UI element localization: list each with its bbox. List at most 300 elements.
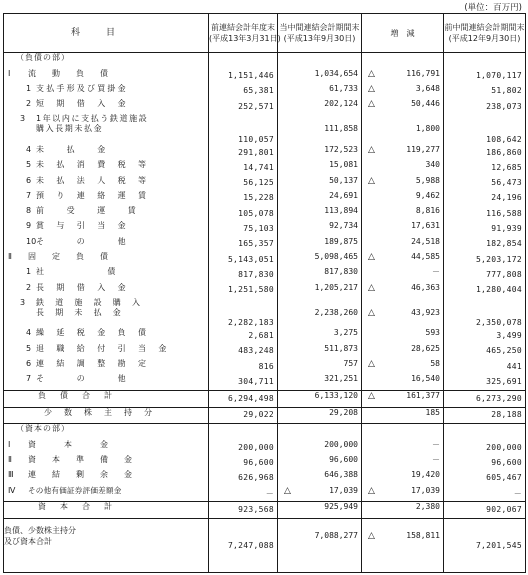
- table-row: [4, 455, 526, 470]
- row-label-cell: [4, 344, 209, 359]
- value-text: 105,078: [238, 208, 274, 218]
- value-text: 6,294,498: [227, 393, 274, 403]
- table-row: [4, 114, 526, 145]
- prev-fy-value: [209, 390, 278, 407]
- current-interim-value: [278, 455, 362, 470]
- change-value: [362, 237, 444, 252]
- value-text: 646,388: [324, 470, 358, 480]
- item-label: 長 期 借 入 金: [36, 282, 128, 292]
- prev-interim-value: [444, 424, 526, 440]
- value-text: 58: [430, 358, 440, 368]
- item-label: 短 期 借 入 金: [36, 99, 128, 109]
- value-text: 113,894: [324, 206, 358, 216]
- value-text: 817,830: [238, 269, 274, 279]
- current-interim-value: [278, 390, 362, 407]
- value-text: 19,420: [411, 470, 440, 480]
- value-text: 14,741: [243, 162, 274, 172]
- row-label-cell: [4, 114, 209, 145]
- item-number: 5: [26, 160, 32, 170]
- current-interim-value: [278, 114, 362, 145]
- change-value: [362, 206, 444, 221]
- current-interim-value: [278, 267, 362, 282]
- value-text: 75,103: [243, 224, 274, 234]
- row-label-cell: [4, 206, 209, 221]
- value-text: 24,691: [329, 190, 358, 200]
- prev-interim-value: [444, 502, 526, 519]
- value-text: 65,381: [243, 86, 274, 96]
- value-text: 1,280,404: [475, 285, 522, 295]
- row-label-cell: [4, 99, 209, 114]
- value-text: 29,208: [329, 407, 358, 417]
- row-label-cell: [4, 455, 209, 470]
- value-text: 605,467: [486, 473, 522, 483]
- value-text: 15,081: [329, 160, 358, 170]
- value-text: 2,282,183: [227, 318, 274, 328]
- value-text: 56,125: [243, 178, 274, 188]
- prev-fy-value: [209, 440, 278, 455]
- value-text: 15,228: [243, 193, 274, 203]
- change-value: [362, 191, 444, 206]
- value-text: 17,039: [411, 485, 440, 495]
- value-text: 7,201,545: [475, 540, 522, 550]
- value-text: 24,196: [491, 193, 522, 203]
- value-text: 2,681: [248, 331, 274, 340]
- value-text: 200,000: [324, 439, 358, 449]
- change-value: [362, 390, 444, 407]
- header-title: 科目: [4, 14, 209, 53]
- change-value: [362, 176, 444, 191]
- prev-interim-value: [444, 53, 526, 69]
- current-interim-value: [278, 359, 362, 374]
- value-text: 12,685: [491, 162, 522, 172]
- row-label-cell: [4, 69, 209, 84]
- table-row: [4, 374, 526, 390]
- prev-interim-value: [444, 69, 526, 84]
- value-text: 96,600: [243, 457, 274, 467]
- change-value: [362, 440, 444, 455]
- current-interim-value: [278, 252, 362, 267]
- current-interim-value: [278, 160, 362, 175]
- prev-interim-value: [444, 267, 526, 282]
- prev-fy-value: [209, 191, 278, 206]
- value-text: 5,988: [415, 175, 440, 185]
- row-label-cell: [4, 267, 209, 282]
- prev-fy-value: [209, 455, 278, 470]
- prev-interim-value: [444, 344, 526, 359]
- item-number: 1: [26, 267, 32, 277]
- row-label-cell: [4, 486, 209, 502]
- item-label: 資 本 準 備 金: [28, 455, 136, 465]
- row-label-cell: [4, 519, 209, 573]
- change-value: [362, 53, 444, 69]
- current-interim-value: [278, 424, 362, 440]
- current-interim-value: [278, 283, 362, 298]
- value-text: 161,377: [406, 390, 440, 400]
- item-number: 4: [26, 328, 32, 338]
- change-value: [362, 69, 444, 84]
- prev-fy-value: [209, 206, 278, 221]
- value-text: 116,791: [406, 68, 440, 78]
- prev-interim-value: [444, 206, 526, 221]
- current-interim-value: [278, 374, 362, 390]
- prev-fy-value: [209, 502, 278, 519]
- value-text: 925,949: [324, 502, 358, 512]
- current-interim-value: [278, 328, 362, 343]
- value-text: －: [432, 267, 440, 277]
- row-label-cell: [4, 221, 209, 236]
- change-value: [362, 424, 444, 440]
- value-text: 7,247,088: [227, 540, 274, 550]
- prev-interim-value: [444, 374, 526, 390]
- current-interim-value: [278, 470, 362, 485]
- negative-marker: △: [368, 282, 375, 293]
- current-interim-value: [278, 84, 362, 99]
- value-text: 108,642: [486, 134, 522, 144]
- value-text: 291,801: [238, 147, 274, 157]
- table-row: [4, 53, 526, 69]
- row-label-cell: [4, 502, 209, 519]
- header-prev-fy: 前連結会計年度末 (平成13年3月31日): [209, 14, 278, 53]
- value-text: 2,350,078: [475, 318, 522, 328]
- negative-marker: △: [368, 99, 375, 110]
- value-text: 24,518: [411, 236, 440, 246]
- value-text: 17,039: [329, 485, 358, 495]
- table-row: [4, 486, 526, 502]
- item-label: （資本の部）: [16, 424, 70, 434]
- prev-interim-value: [444, 359, 526, 374]
- value-text: 3,499: [496, 331, 522, 340]
- table-row: [4, 84, 526, 99]
- value-text: 96,600: [329, 455, 358, 465]
- value-text: 757: [343, 358, 358, 368]
- value-text: 340: [425, 160, 440, 170]
- negative-marker: △: [368, 307, 375, 318]
- table-row: [4, 519, 526, 573]
- item-number: 8: [26, 206, 32, 216]
- value-text: 165,357: [238, 239, 274, 249]
- row-label-cell: [4, 374, 209, 390]
- change-value: [362, 283, 444, 298]
- value-text: 3,275: [333, 328, 358, 338]
- change-value: [362, 407, 444, 424]
- current-interim-value: [278, 486, 362, 502]
- value-text: 817,830: [324, 267, 358, 277]
- item-label: 支払手形及び買掛金: [36, 83, 128, 93]
- value-text: 2,238,260: [314, 307, 358, 317]
- prev-fy-value: [209, 237, 278, 252]
- table-row: [4, 99, 526, 114]
- value-text: 1,800: [415, 124, 440, 134]
- value-text: 6,133,120: [314, 390, 358, 400]
- prev-fy-value: [209, 283, 278, 298]
- row-label-cell: [4, 237, 209, 252]
- prev-interim-value: [444, 519, 526, 573]
- prev-fy-value: [209, 374, 278, 390]
- value-text: 252,571: [238, 101, 274, 111]
- value-text: 1,070,117: [475, 71, 522, 81]
- current-interim-value: [278, 53, 362, 69]
- prev-interim-value: [444, 191, 526, 206]
- table-row: [4, 298, 526, 329]
- header-prev-interim: 前中間連結会計期間末 (平成12年9月30日): [444, 14, 526, 53]
- item-label: 賞 与 引 当 金: [36, 221, 128, 231]
- value-text: 5,143,051: [227, 254, 274, 264]
- prev-interim-value: [444, 252, 526, 267]
- item-number: 6: [26, 175, 32, 185]
- value-text: 172,523: [324, 144, 358, 154]
- value-text: 29,022: [243, 410, 274, 420]
- current-interim-value: [278, 298, 362, 329]
- row-label-cell: [4, 328, 209, 343]
- change-value: [362, 160, 444, 175]
- prev-fy-value: [209, 145, 278, 160]
- item-label: 未 払 金: [36, 144, 108, 154]
- value-text: 7,088,277: [314, 531, 358, 541]
- value-text: 8,816: [415, 206, 440, 216]
- prev-fy-value: [209, 99, 278, 114]
- value-text: 1,034,654: [314, 68, 358, 78]
- negative-marker: △: [368, 485, 375, 496]
- prev-fy-value: [209, 69, 278, 84]
- row-label-cell: [4, 252, 209, 267]
- value-text: 202,124: [324, 99, 358, 109]
- value-text: 200,000: [486, 442, 522, 452]
- negative-marker: △: [368, 83, 375, 94]
- item-label: 少 数 株 主 持 分: [44, 407, 154, 417]
- table-row: [4, 221, 526, 236]
- value-text: 923,568: [238, 505, 274, 515]
- prev-interim-value: [444, 486, 526, 502]
- prev-fy-value: [209, 84, 278, 99]
- prev-interim-value: [444, 84, 526, 99]
- negative-marker: △: [368, 358, 375, 369]
- roman-numeral: Ⅱ: [8, 251, 12, 261]
- current-interim-value: [278, 407, 362, 424]
- prev-fy-value: [209, 160, 278, 175]
- change-value: [362, 114, 444, 145]
- current-interim-value: [278, 440, 362, 455]
- prev-fy-value: [209, 359, 278, 374]
- prev-fy-value: [209, 114, 278, 145]
- current-interim-value: [278, 502, 362, 519]
- value-text: 593: [425, 328, 440, 338]
- prev-interim-value: [444, 407, 526, 424]
- header-row: [4, 14, 526, 53]
- item-label: 固 定 負 債: [28, 251, 112, 261]
- negative-marker: △: [368, 531, 375, 542]
- row-label-cell: [4, 160, 209, 175]
- item-label: 前 受 運 賃: [36, 206, 138, 216]
- prev-fy-value: [209, 252, 278, 267]
- item-label: そ の 他: [36, 236, 128, 246]
- value-text: 902,067: [486, 505, 522, 515]
- current-interim-value: [278, 145, 362, 160]
- prev-interim-value: [444, 440, 526, 455]
- table-row: [4, 407, 526, 424]
- item-label: 連 結 調 整 勘 定: [36, 358, 149, 368]
- table-row: [4, 267, 526, 282]
- value-text: 158,811: [406, 531, 440, 541]
- change-value: [362, 374, 444, 390]
- change-value: [362, 359, 444, 374]
- item-label: 負 債 合 計: [38, 390, 115, 400]
- change-value: [362, 519, 444, 573]
- prev-interim-value: [444, 160, 526, 175]
- prev-interim-value: [444, 176, 526, 191]
- table-row: [4, 145, 526, 160]
- table-row: [4, 176, 526, 191]
- row-label-cell: [4, 359, 209, 374]
- prev-interim-value: [444, 99, 526, 114]
- value-text: 186,860: [486, 147, 522, 157]
- value-text: 5,098,465: [314, 251, 358, 261]
- value-text: 50,446: [411, 99, 440, 109]
- prev-fy-value: [209, 486, 278, 502]
- value-text: 465,250: [486, 346, 522, 356]
- value-text: 200,000: [238, 442, 274, 452]
- item-label: 資 本 合 計: [38, 502, 115, 512]
- prev-fy-value: [209, 344, 278, 359]
- change-value: [362, 298, 444, 329]
- prev-fy-value: [209, 267, 278, 282]
- value-text: 304,711: [238, 376, 274, 386]
- table-row: [4, 283, 526, 298]
- item-number: 7: [26, 190, 32, 200]
- change-value: [362, 84, 444, 99]
- value-text: 325,691: [486, 376, 522, 386]
- negative-marker: △: [368, 251, 375, 262]
- prev-interim-value: [444, 237, 526, 252]
- item-number: 3: [20, 114, 26, 124]
- roman-numeral: Ⅰ: [8, 439, 11, 449]
- change-value: [362, 344, 444, 359]
- table-row: [4, 328, 526, 343]
- table-row: [4, 502, 526, 519]
- item-number: 2: [26, 282, 32, 292]
- value-text: 116,588: [486, 208, 522, 218]
- item-label: 繰 延 税 金 負 債: [36, 328, 149, 338]
- negative-marker: △: [368, 144, 375, 155]
- row-label-cell: [4, 84, 209, 99]
- value-text: 483,248: [238, 346, 274, 356]
- value-text: 28,188: [491, 410, 522, 420]
- change-value: [362, 455, 444, 470]
- value-text: 816: [258, 361, 274, 371]
- item-number: 10: [26, 236, 37, 246]
- table-row: [4, 69, 526, 84]
- value-text: 185: [425, 407, 440, 417]
- row-label-cell: [4, 424, 209, 440]
- item-label: 連 結 剰 余 金: [28, 470, 136, 480]
- item-number: 7: [26, 374, 32, 384]
- prev-fy-value: [209, 424, 278, 440]
- prev-fy-value: [209, 407, 278, 424]
- value-text: 3,648: [415, 83, 440, 93]
- value-text: －: [513, 488, 522, 498]
- value-text: 1,205,217: [314, 282, 358, 292]
- value-text: 92,734: [329, 221, 358, 231]
- current-interim-value: [278, 519, 362, 573]
- prev-fy-value: [209, 298, 278, 329]
- prev-interim-value: [444, 328, 526, 343]
- negative-marker: △: [368, 175, 375, 186]
- item-label: 退 職 給 付 引 当 金: [36, 343, 169, 353]
- value-text: 50,137: [329, 175, 358, 185]
- value-text: 56,473: [491, 178, 522, 188]
- item-label: 資 本 金: [28, 439, 112, 449]
- change-value: [362, 145, 444, 160]
- change-value: [362, 486, 444, 502]
- value-text: 1,251,580: [227, 285, 274, 295]
- balance-sheet-table: [3, 13, 526, 573]
- table-row: [4, 206, 526, 221]
- value-text: 111,858: [324, 124, 358, 134]
- prev-interim-value: [444, 390, 526, 407]
- roman-numeral: Ⅳ: [8, 485, 16, 495]
- value-text: 6,273,290: [475, 393, 522, 403]
- item-number: 1: [26, 83, 32, 93]
- table-row: [4, 470, 526, 485]
- row-label-cell: [4, 176, 209, 191]
- roman-numeral: Ⅲ: [8, 470, 14, 480]
- value-text: 441: [506, 361, 522, 371]
- change-value: [362, 221, 444, 236]
- item-number: 3: [20, 297, 26, 307]
- value-text: 16,540: [411, 374, 440, 384]
- value-text: 96,600: [491, 457, 522, 467]
- table-row: [4, 440, 526, 455]
- item-number: 5: [26, 343, 32, 353]
- prev-fy-value: [209, 221, 278, 236]
- row-label-cell: [4, 440, 209, 455]
- table-body: [4, 53, 526, 573]
- negative-marker: △: [368, 68, 375, 79]
- value-text: 46,363: [411, 282, 440, 292]
- value-text: 44,585: [411, 251, 440, 261]
- change-value: [362, 502, 444, 519]
- item-label: 未 払 消 費 税 等: [36, 160, 149, 170]
- header-change: 増 減: [362, 14, 444, 53]
- current-interim-value: [278, 99, 362, 114]
- value-text: 91,939: [491, 224, 522, 234]
- item-label: 社 債: [36, 267, 118, 277]
- prev-fy-value: [209, 328, 278, 343]
- value-text: 119,277: [406, 144, 440, 154]
- row-label-cell: [4, 470, 209, 485]
- current-interim-value: [278, 176, 362, 191]
- item-label: 鉄 道 施 設 購 入 長 期 未 払 金: [36, 297, 142, 317]
- item-label: 流 動 負 債: [28, 68, 112, 78]
- item-number: 2: [26, 99, 32, 109]
- item-number: 4: [26, 144, 32, 154]
- current-interim-value: [278, 69, 362, 84]
- value-text: 626,968: [238, 473, 274, 483]
- row-label-cell: [4, 191, 209, 206]
- value-text: 321,251: [324, 374, 358, 384]
- value-text: 189,875: [324, 236, 358, 246]
- prev-interim-value: [444, 221, 526, 236]
- prev-interim-value: [444, 455, 526, 470]
- item-label: 負債、少数株主持分 及び資本合計: [4, 526, 76, 547]
- item-number: 9: [26, 221, 32, 231]
- row-label-cell: [4, 283, 209, 298]
- row-label-cell: [4, 145, 209, 160]
- table-row: [4, 359, 526, 374]
- current-interim-value: [278, 221, 362, 236]
- item-label: 未 払 法 人 税 等: [36, 175, 149, 185]
- item-label: 預 り 連 絡 運 賃: [36, 190, 149, 200]
- roman-numeral: Ⅱ: [8, 455, 12, 465]
